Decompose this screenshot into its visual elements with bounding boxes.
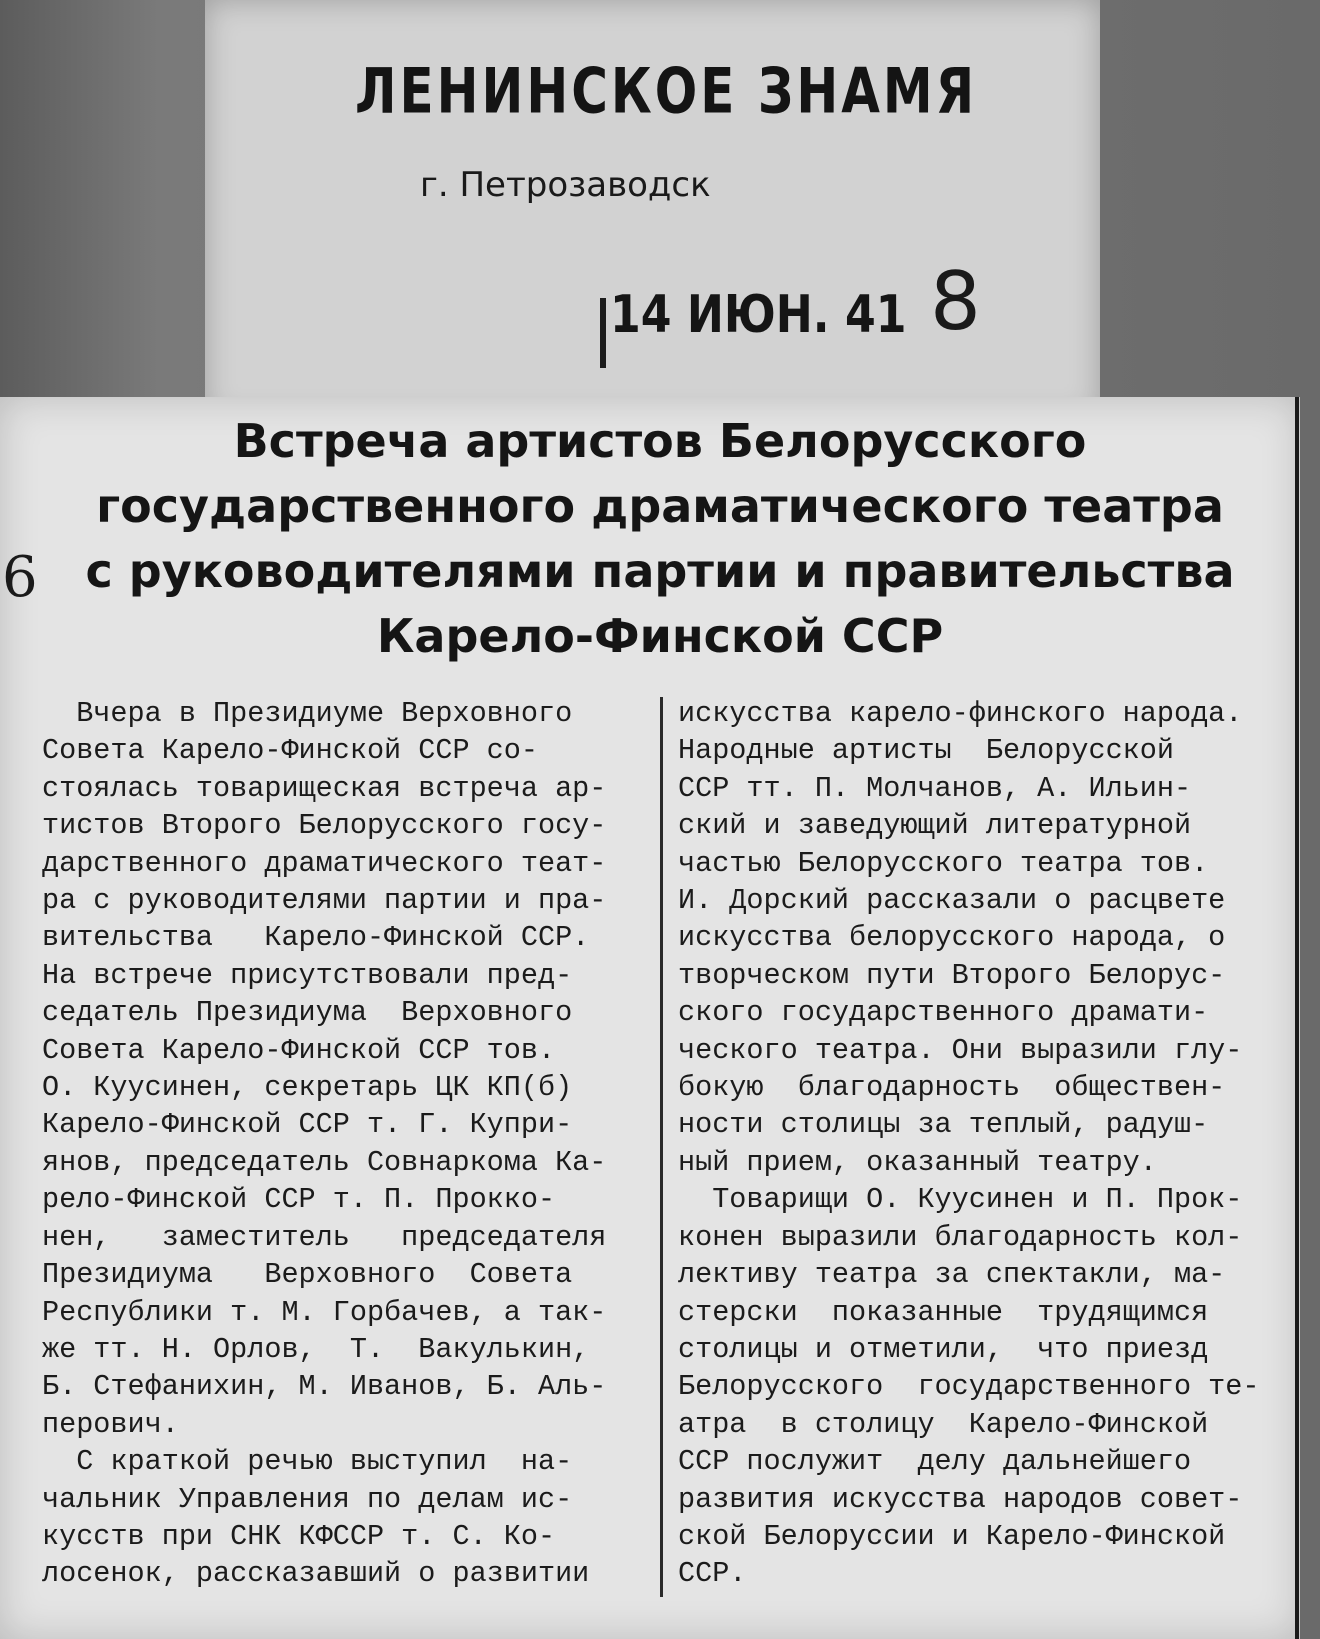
newspaper-clipping: [0, 397, 1300, 1639]
article-headline: [70, 409, 1250, 669]
article-right-column: искусства карело-финского народа. Народные артисты Белорусской ССР тт. П. Молчанов, А. Ильин- ский и заведующий литературной частью Белорусского театра тов. И. Дорский рассказали о расцвете искусства белорусского народа, о творческом пути Второго Белорус- ского государственного драмати- ческого театра. Они выразили глу- бокую благодарность обществен- ности столицы за теплый, радуш- ный прием, оказанный театру. Товарищи О. Куусинен и П. Прок- конен выразили благодарность кол- лективу театра за спектакли, ма- стерски показанные трудящимся столицы и отметили, что приезд Белорусского государственного те- атра в столицу Карело-Финской ССР послужит делу дальнейшего развития искусства народов совет- ской Белоруссии и Карело-Финской ССР.: [678, 697, 1260, 1591]
column-divider: [660, 697, 663, 1597]
handwritten-margin-mark: 6: [2, 545, 38, 610]
stamp-handwritten-mark: 8: [930, 255, 981, 348]
headline-line: государственного драматического театра: [96, 479, 1224, 533]
stamp-bracket: [600, 298, 606, 368]
clipping-edge-line: [1295, 397, 1299, 1639]
stamp-date: 14 ИЮН. 41: [610, 285, 907, 345]
headline-line: Карело-Финской ССР: [376, 609, 944, 663]
article-left-column: Вчера в Президиуме Верховного Совета Карело-Финской ССР со- стоялась товарищеская встреча ар- тистов Второго Белорусского госу- дарственного драматического теат- ра с руководителями партии и пра- вительства Карело-Финской ССР. На встрече присутствовали пред- седатель Президиума Верховного Совета Карело-Финской ССР тов. О. Куусинен, секретарь ЦК КП(б) Карело-Финской ССР т. Г. Купри- янов, председатель Совнаркома Ка- рело-Финской ССР т. П. Прокко- нен, заместитель председателя Президиума Верховного Совета Республики т. М. Горбачев, а так- же тт. Н. Орлов, Т. Вакулькин, Б. Стефанихин, М. Иванов, Б. Аль- перович. С краткой речью выступил на- чальник Управления по делам ис- кусств при СНК КФССР т. С. Ко- лосенок, рассказавший о развитии: [42, 697, 607, 1591]
newspaper-stamp: [205, 0, 1100, 420]
headline-line: с руководителями партии и правительства: [85, 544, 1235, 598]
headline-line: Встреча артистов Белорусского: [233, 414, 1087, 468]
stamp-city: г. Петрозаводск: [420, 165, 711, 205]
stamp-newspaper-name: ЛЕНИНСКОЕ ЗНАМЯ: [355, 55, 978, 128]
